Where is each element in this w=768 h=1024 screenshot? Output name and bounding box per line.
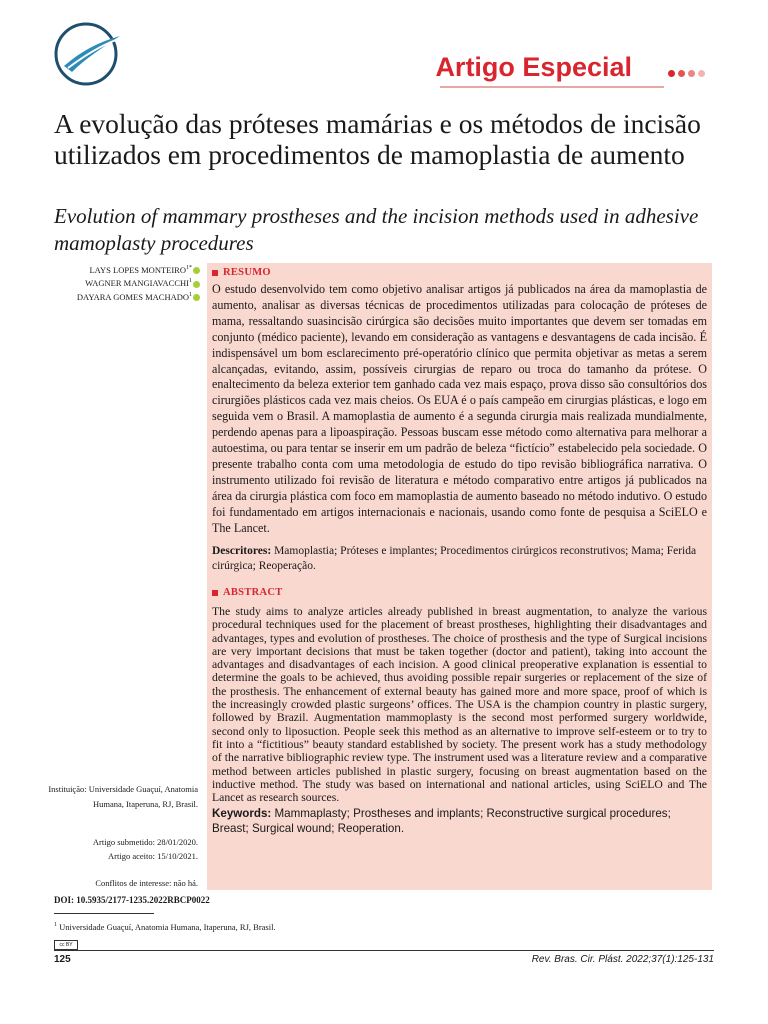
author-name: LAYS LOPES MONTEIRO bbox=[89, 264, 186, 275]
article-subtitle: Evolution of mammary prostheses and the incision methods used in adhesive mamoplasty procedures bbox=[54, 204, 699, 255]
page-number: 125 bbox=[54, 954, 71, 965]
descritores-text: Mamoplastia; Próteses e implantes; Procedimentos cirúrgicos reconstrutivos; Mama; Ferida cirúrgica; Reoperação. bbox=[212, 544, 697, 572]
author-name: DAYARA GOMES MACHADO bbox=[76, 291, 189, 302]
journal-citation: Rev. Bras. Cir. Plást. 2022;37(1):125-131 bbox=[531, 954, 714, 965]
section-dots bbox=[668, 62, 708, 81]
decorative-dot bbox=[698, 70, 705, 77]
journal-logo bbox=[50, 18, 122, 90]
footnote-text: Universidade Guaçuí, Anatomia Humana, Itaperuna, RJ, Brasil. bbox=[59, 922, 276, 932]
resumo-section bbox=[212, 267, 707, 575]
abstract-heading bbox=[212, 587, 707, 598]
decorative-dot bbox=[668, 70, 675, 77]
descritores-label: Descritores: bbox=[212, 544, 272, 557]
submitted-date: Artigo submetido: 28/01/2020. bbox=[92, 837, 198, 847]
author-affiliation: 1 bbox=[189, 278, 192, 285]
author-row bbox=[10, 276, 200, 289]
decorative-dot bbox=[688, 70, 695, 77]
bullet-square-icon bbox=[212, 590, 218, 596]
footnote-divider bbox=[54, 913, 154, 914]
abstract-section bbox=[212, 587, 707, 836]
doi-link[interactable]: DOI: 10.5935/2177-1235.2022RBCP0022 bbox=[54, 895, 210, 905]
orcid-icon[interactable] bbox=[193, 267, 200, 274]
resumo-heading-text: RESUMO bbox=[223, 267, 271, 278]
accepted-date: Artigo aceito: 15/10/2021. bbox=[108, 851, 198, 861]
affiliation-footnote bbox=[54, 922, 276, 932]
keywords-label: Keywords: bbox=[212, 807, 272, 821]
author-row bbox=[10, 263, 200, 276]
footnote-marker: 1 bbox=[54, 922, 57, 929]
author-affiliation: 1 bbox=[189, 291, 192, 298]
bullet-square-icon bbox=[212, 270, 218, 276]
author-list bbox=[10, 263, 200, 303]
resumo-heading bbox=[212, 267, 707, 278]
author-row bbox=[10, 290, 200, 303]
article-title: A evolução das próteses mamárias e os métodos de incisão utilizados em procedimentos de mamoplastia de aumento bbox=[54, 108, 701, 170]
abstract-heading-text: ABSTRACT bbox=[223, 587, 283, 598]
descritores bbox=[212, 544, 707, 575]
resumo-text: O estudo desenvolvido tem como objetivo analisar artigos já publicados na área da mamoplastia de aumento, analisar as diversas técnicas de procedimentos utilizadas para colocação de próteses de mama, ressaltando suasincisão cirúrgica são decisões muito importantes que devem ser tomadas em conjunto (médico paciente), levando em consideração as vantagens e desvantagens de cada incisão. É indispensável um bom esclarecimento pré-operatório clínico que permita objetivar as metas a serem alcançadas, evitando, assim, possíveis cirurgias de reparo ou troca do tamanho da prótese. O enaltecimento da beleza exterior tem ganhado cada vez mais espaço, prova disso são consultórios dos cirurgiões plásticos cada vez mais cheios. Os EUA é o país campeão em cirurgias plásticas, e logo em seguida vem o Brasil. A mamoplastia de aumento é a segunda cirurgia mais realizada mundialmente, perdendo apenas para a lipoaspiração. Pessoas buscam esse método como alternativa para melhorar a autoestima, ou para tentar se inserir em um padrão de beleza “fictício” estabelecido pela sociedade. O presente trabalho conta com uma metodologia de estudo do tipo revisão bibliográfica narrativa. O instrumento utilizado foi revisão de literatura e método comparativo entre artigos já publicados na área da cirurgia plástica com foco em mamoplastia de aumento baseado no método indutivo. O estudo foi fundamentado em artigos internacionais e nacionais, usando como fonte de pesquisa a SciELO e The Lancet. bbox=[212, 282, 707, 535]
decorative-dot bbox=[678, 70, 685, 77]
footer-divider bbox=[54, 950, 714, 951]
orcid-icon[interactable] bbox=[193, 281, 200, 288]
author-name: WAGNER MANGIAVACCHI bbox=[85, 278, 189, 289]
orcid-icon[interactable] bbox=[193, 294, 200, 301]
institution-note: Instituição: Universidade Guaçuí, Anatomia Humana, Itaperuna, RJ, Brasil. bbox=[48, 784, 198, 809]
abstract-text: The study aims to analyze articles already published in breast augmentation, to analyze the various procedural techniques used for the placement of breast prostheses, highlighting their disadvantages and advantages, types and evolution of prostheses. The choice of prosthesis and the type of Surgical incisions are very important decisions that must be taken together (doctor and patient), taking into account the advantages and disadvantages of each incision. A good clinical preoperative explanation is essential to determine the goals to be achieved, thus avoiding possible repair surgeries or replacement of the size of the prosthesis. The enhancement of external beauty has gained more and more space, proof of which is the increasingly crowded plastic surgeons’ offices. The USA is the champion country in plastic surgery, followed by Brazil. Augmentation mammoplasty is the second most performed surgery worldwide, second only to liposuction. People seek this method as an alternative to improve self-esteem or to try to fit into a “fictitious” beauty standard established by society. The present work has a study methodology of the narrative bibliographic review type. The instrument used was a literature review and a comparative method between articles published in plastic surgery, focusing on breast augmentation based on the inductive method. The study was based on international and national articles, using SciELO and The Lancet as research sources. bbox=[212, 605, 707, 805]
abstract-box bbox=[207, 263, 712, 890]
cc-license-badge[interactable]: cc BY bbox=[54, 940, 78, 950]
section-underline bbox=[440, 86, 664, 88]
author-affiliation: 1* bbox=[186, 265, 192, 271]
section-label: Artigo Especial bbox=[435, 52, 632, 82]
conflicts-note: Conflitos de interesse: não há. bbox=[95, 878, 198, 888]
keywords-text: Mammaplasty; Prostheses and implants; Reconstructive surgical procedures; Breast; Surgical wound; Reoperation. bbox=[212, 807, 671, 836]
keywords bbox=[212, 806, 707, 836]
